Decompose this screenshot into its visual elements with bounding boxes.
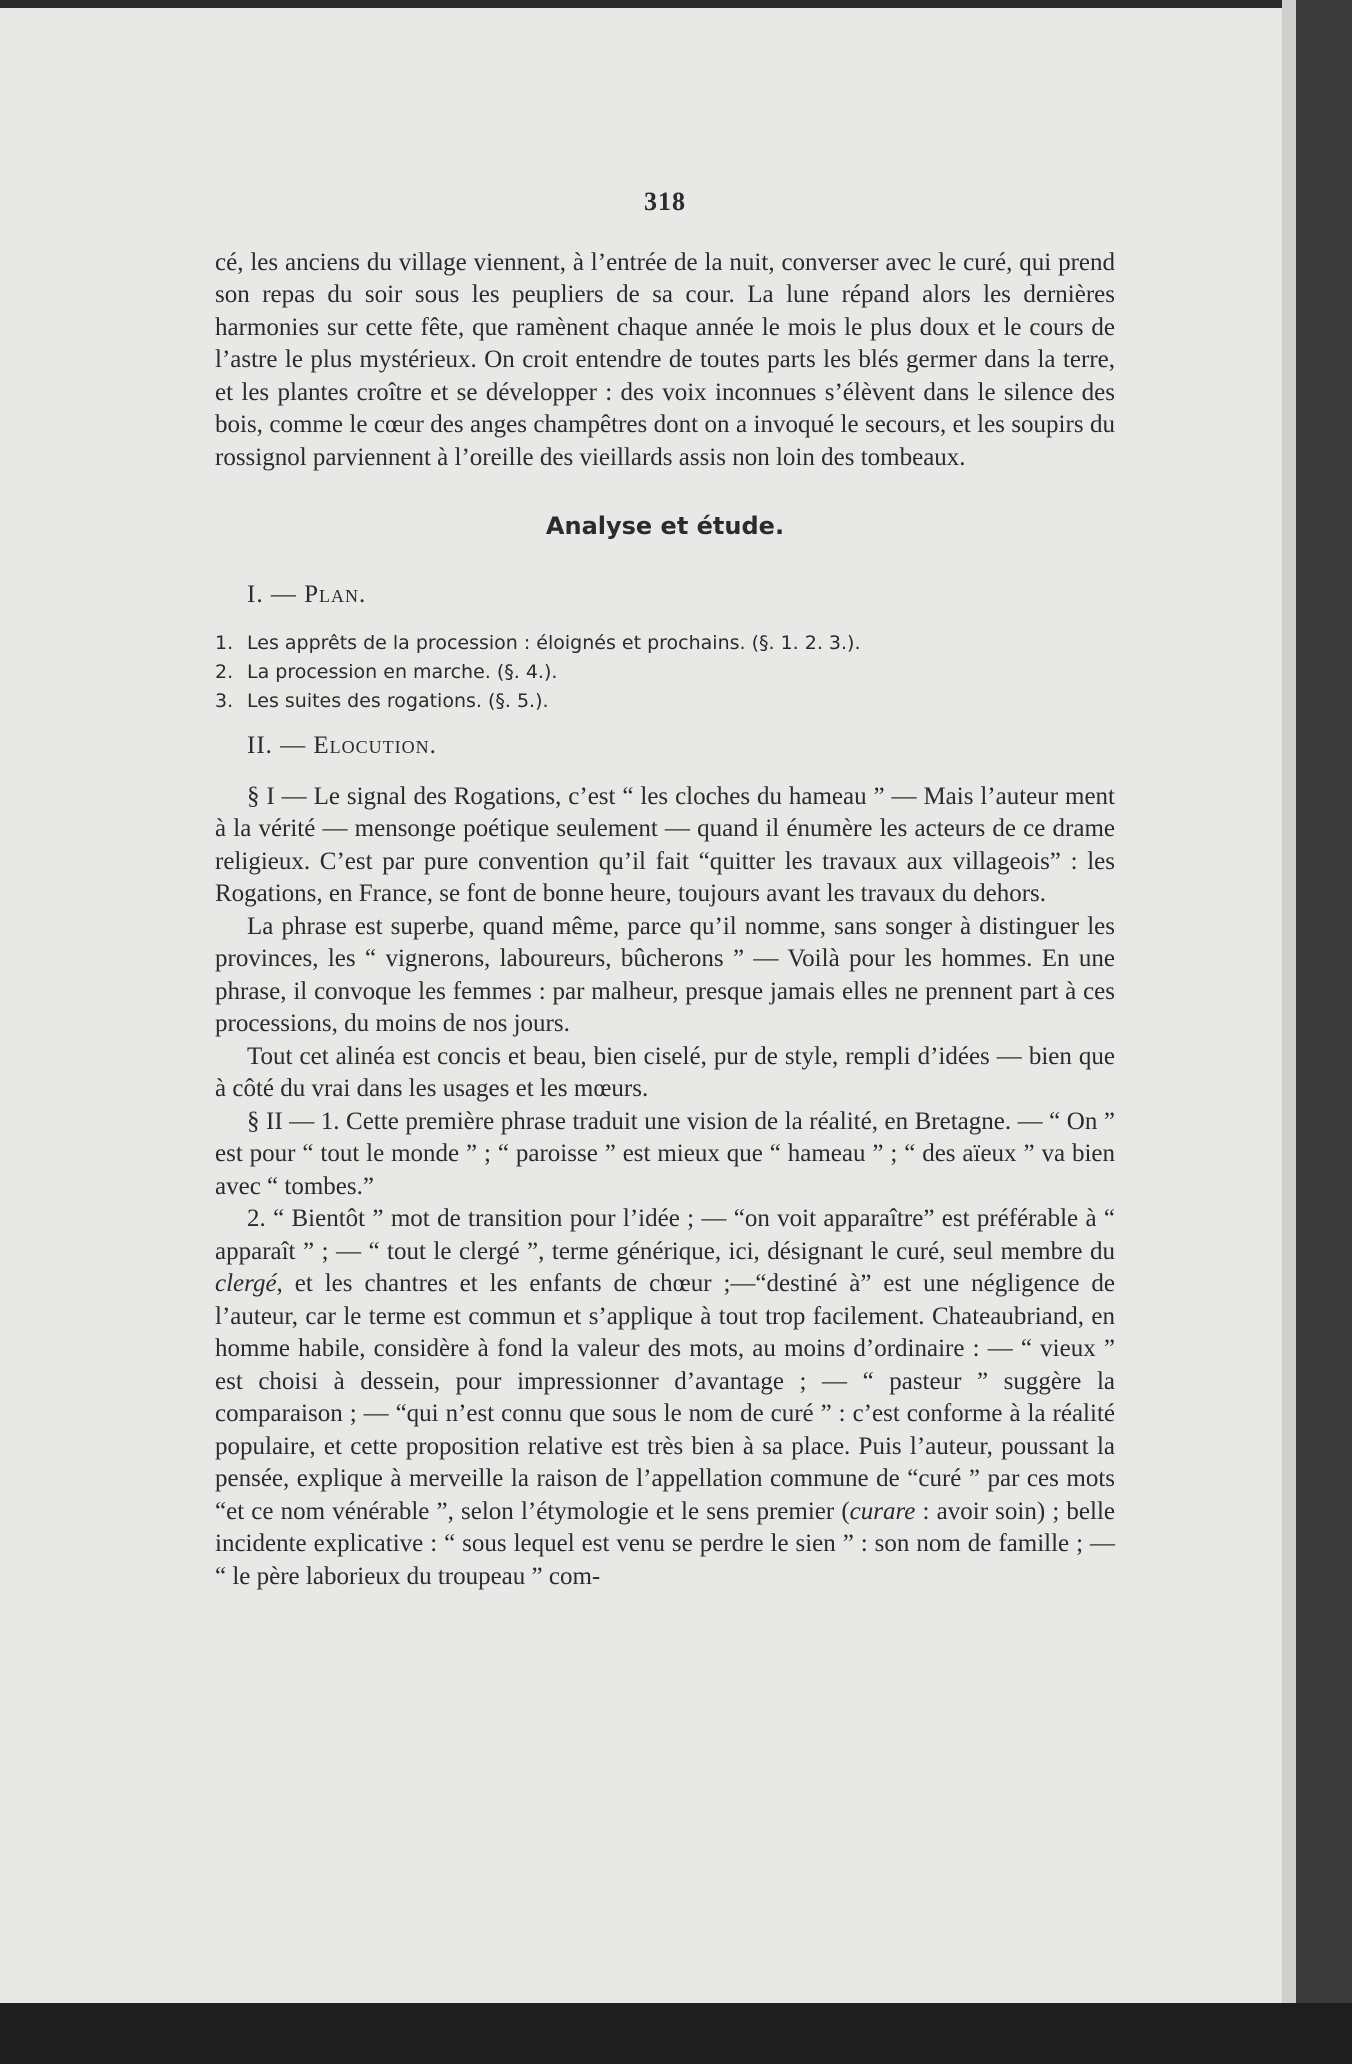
paragraph: La phrase est superbe, quand même, parce qu’il nomme, sans songer à distinguer les provinces, les “ vignerons, laboureurs, bûcherons ” — Voilà pour les hommes. En une phrase, il convoque les femmes : par malheur, presque jamais elles ne prennent part à ces processions, du moins de nos jours. [215, 912, 1115, 1037]
paragraph: § II — 1. Cette première phrase traduit une vision de la réalité, en Bretagne. — “ On ” est pour “ tout le monde ” ; “ paroisse ” est mieux que “ hameau ” ; “ des aïeux ” va bien avec “ tombes.” [215, 1107, 1115, 1200]
plan-item: 1. Les apprêts de la procession : éloignés et prochains. (§. 1. 2. 3.). [215, 632, 861, 654]
section-heading: Analyse et étude. [545, 512, 785, 540]
plan-item: 3. Les suites des rogations. (§. 5.). [215, 690, 549, 712]
elocution-title: II. — Elocution. [247, 732, 437, 759]
paragraph: § I — Le signal des Rogations, c’est “ les cloches du hameau ” — Mais l’auteur ment à la vérité — mensonge poétique seulement — quand il énumère les acteurs de ce drame religieux. C’est par pure convention qu’il fait “quitter les travaux aux villageois” : les Rogations, en France, se font de bonne heure, toujours avant les travaux du dehors. [215, 782, 1115, 907]
opening-paragraph: cé, les anciens du village viennent, à l’entrée de la nuit, converser avec le curé, qui prend son repas du soir sous les peupliers de sa cour. La lune répand alors les dernières harmonies sur cette fête, que ramènent chaque année le mois le plus doux et le cours de l’astre le plus mystérieux. On croit entendre de toutes parts les blés germer dans la terre, et les plantes croître et se développer : des voix inconnues s’élèvent dans le silence des bois, comme le cœur des anges champêtres dont on a invoqué le secours, et les soupirs du rossignol parviennent à l’oreille des vieillards assis non loin des tombeaux. [215, 248, 1115, 471]
plan-title: I. — Plan. [247, 580, 367, 608]
scan-bottom-border [0, 2003, 1352, 2064]
paragraph: 2. “ Bientôt ” mot de transition pour l’idée ; — “on voit apparaître” est préférable à “ apparaît ” ; — “ tout le clergé ”, terme générique, ici, désignant le curé, seul membre du clergé, et les chantres et les enfants de chœur ;—“destiné à” est une négligence de l’auteur, car le terme est commun et s’applique à tout trop facilement. Chateaubriand, en homme habile, considère à fond la valeur des mots, au moins d’ordinaire : — “ vieux ” est choisi à dessein, pour impressionner d’avantage ; — “ pasteur ” suggère la comparaison ; — “qui n’est connu que sous le nom de curé ” : c’est conforme à la réalité populaire, et cette proposition relative est très bien à sa place. Puis l’auteur, poussant la pensée, explique à merveille la raison de l’appellation commune de “curé ” par ces mots “et ce nom vénérable ”, selon l’étymologie et le sens premier (curare : avoir soin) ; belle incidente explicative : “ sous lequel est venu se perdre le sien ” : son nom de famille ; — “ le père laborieux du troupeau ” com- [215, 1205, 1116, 1590]
page-number: 318 [644, 187, 686, 216]
paragraph: Tout cet alinéa est concis et beau, bien ciselé, pur de style, rempli d’idées — bien que à côté du vrai dans les usages et les mœurs. [215, 1042, 1115, 1102]
page-text [215, 186, 1115, 1593]
plan-item: 2. La procession en marche. (§. 4.). [215, 661, 558, 683]
page-edge [1282, 0, 1296, 2010]
plan-list [215, 629, 1115, 716]
page-gutter [1296, 0, 1352, 2064]
